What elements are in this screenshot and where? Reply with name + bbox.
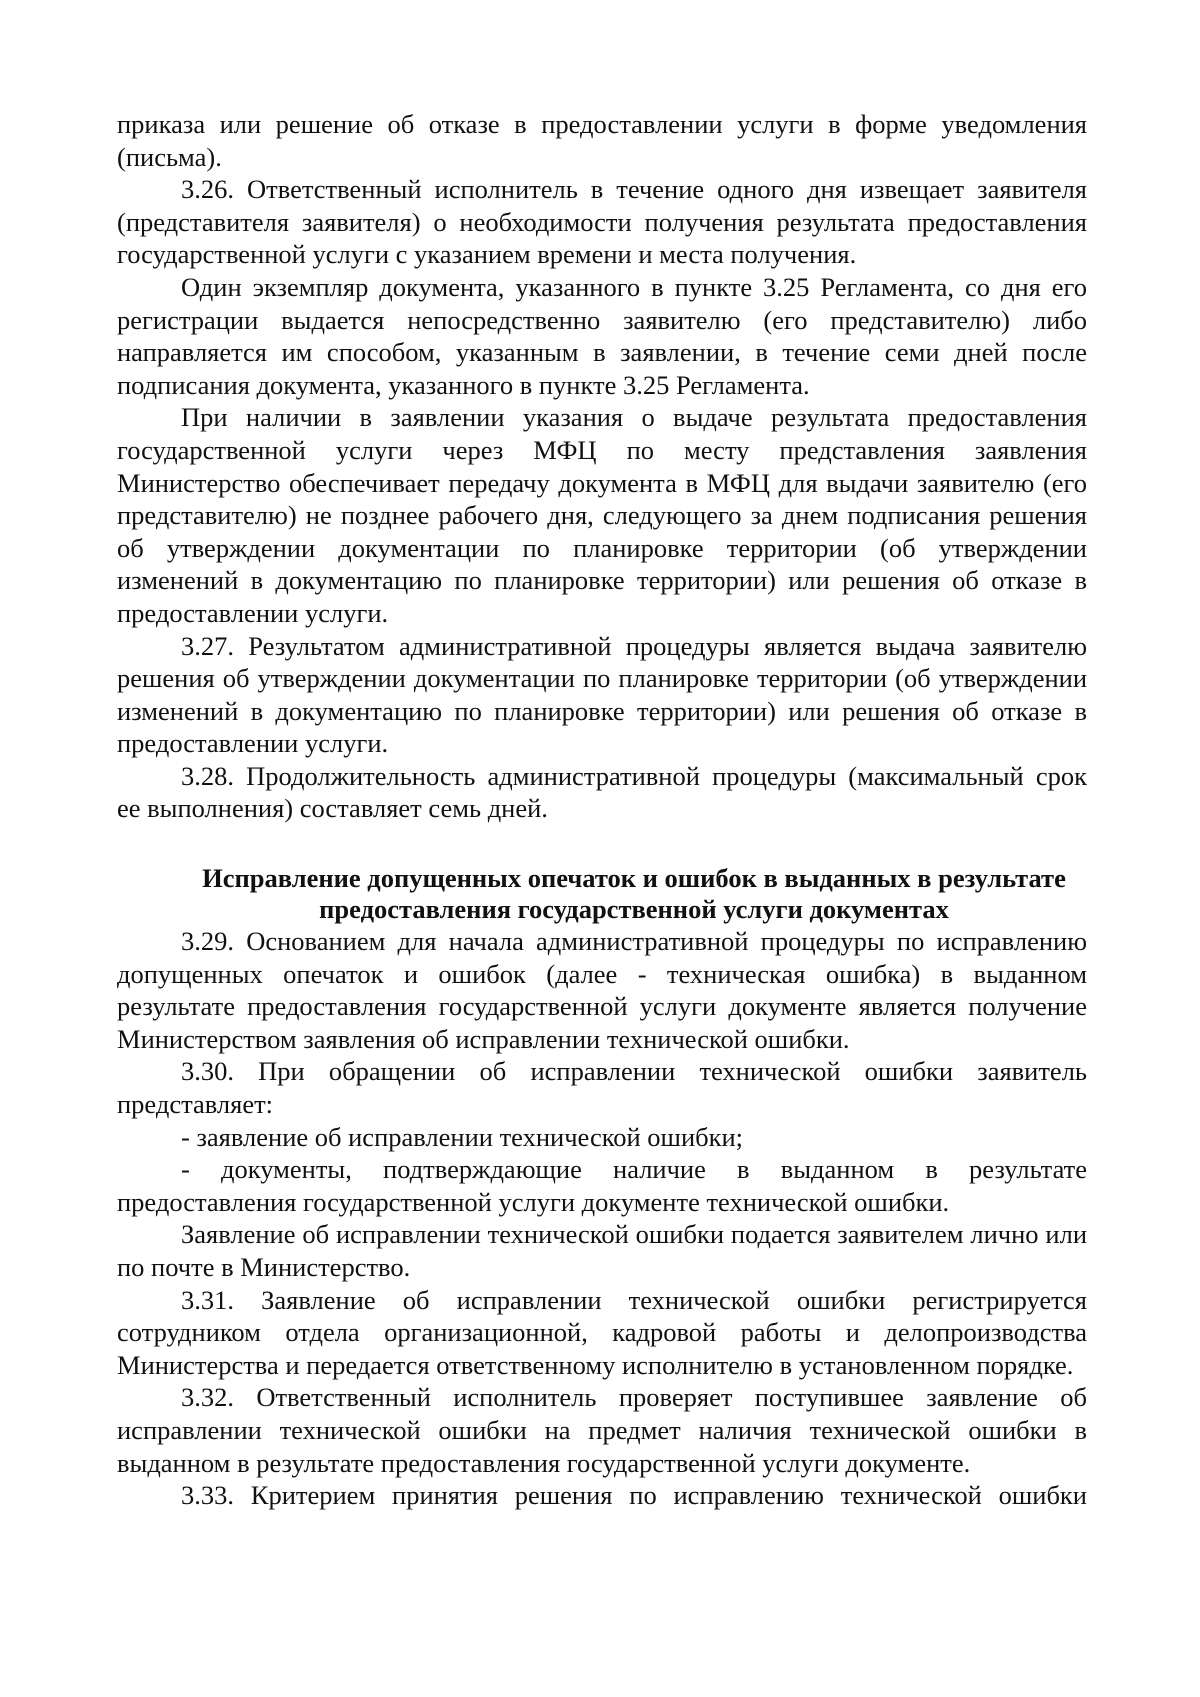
paragraph-3-29: 3.29. Основанием для начала административной процедуры по исправлению допущенных опечаток и ошибок (далее - техническая ошибка) в выданном результате предоставления государственной услуги документе является получение Министерством заявления об исправлении технической ошибки. [117,926,1087,1054]
paragraph-3-28: 3.28. Продолжительность административной процедуры (максимальный срок ее выполнения) составляет семь дней. [117,760,1087,824]
paragraph-3-26: 3.26. Ответственный исполнитель в течение одного дня извещает заявителя (представителя заявителя) о необходимости получения результата предоставления государственной услуги с указанием времени и места получения. [117,174,1087,270]
paragraph-continuation: приказа или решение об отказе в предоставлении услуги в форме уведомления (письма). [117,109,1087,172]
paragraph-3-30: 3.30. При обращении об исправлении технической ошибки заявитель представляет: [117,1056,1087,1120]
section-heading-line-1: Исправление допущенных опечаток и ошибок в выданных в результате [202,863,1066,894]
list-item-documents: - документы, подтверждающие наличие в выданном в результате предоставления государственной услуги документе технической ошибки. [117,1154,1087,1217]
list-item-application: - заявление об исправлении технической ошибки; [181,1121,744,1152]
paragraph-3-33: 3.33. Критерием принятия решения по исправлению технической ошибки [181,1480,1087,1511]
paragraph-3-31: 3.31. Заявление об исправлении технической ошибки регистрируется сотрудником отдела организационной, кадровой работы и делопроизводства Министерства и передается ответственному исполнителю в установленном порядке. [117,1284,1087,1380]
paragraph-3-32: 3.32. Ответственный исполнитель проверяет поступившее заявление об исправлении технической ошибки на предмет наличия технической ошибки в выданном в результате предоставления государственной услуги документе. [117,1382,1087,1478]
paragraph-one-copy: Один экземпляр документа, указанного в пункте 3.25 Регламента, со дня его регистрации выдается непосредственно заявителю (его представителю) либо направляется им способом, указанным в заявлении, в течение семи дней после подписания документа, указанного в пункте 3.25 Регламента. [117,271,1087,400]
paragraph-mfc: При наличии в заявлении указания о выдаче результата предоставления государственной услуги через МФЦ по месту представления заявления Министерство обеспечивает передачу документа в МФЦ для выдачи заявителю (его представителю) не позднее рабочего дня, следующего за днем подписания решения об утверждении документации по планировке территории (об утверждении изменений в документацию по планировке территории) или решения об отказе в предоставлении услуги. [117,402,1087,628]
paragraph-application-submission: Заявление об исправлении технической ошибки подается заявителем лично или по почте в Министерство. [117,1219,1087,1282]
section-heading [117,863,1087,925]
document-page [117,108,1087,1512]
paragraph-3-27: 3.27. Результатом административной процедуры является выдача заявителю решения об утверждении документации по планировке территории (об утверждении изменений в документацию по планировке территории) или решения об отказе в предоставлении услуги. [117,630,1087,759]
section-heading-line-2: предоставления государственной услуги документах [319,894,949,925]
